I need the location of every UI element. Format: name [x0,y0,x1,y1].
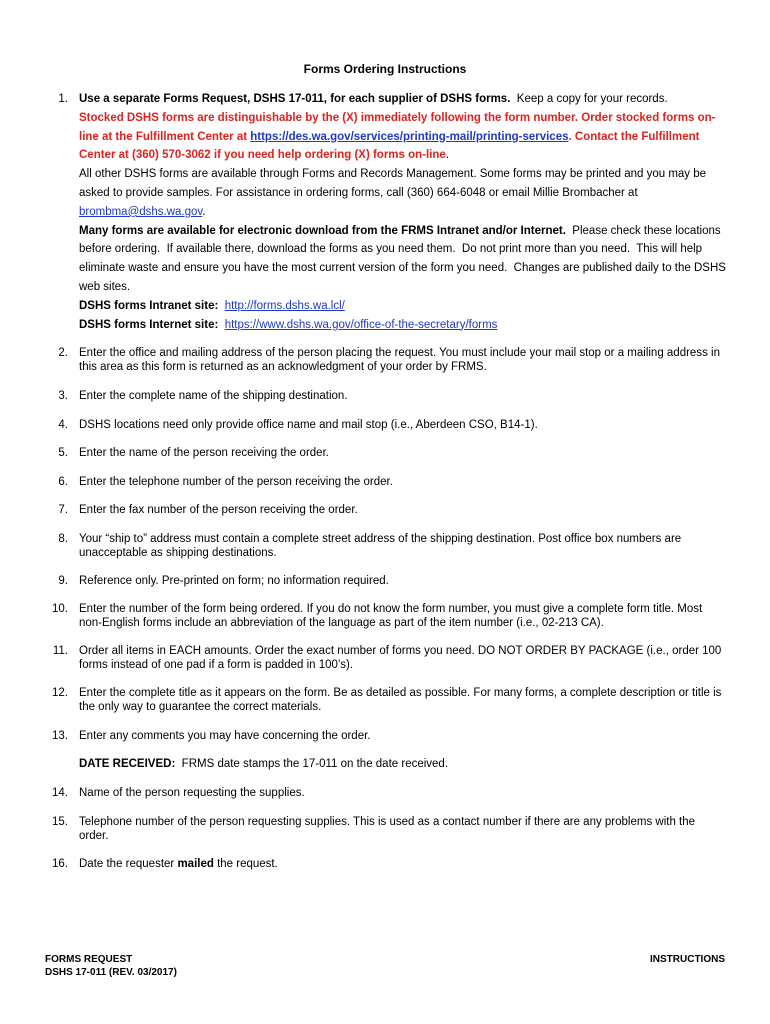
item-number: 11. [52,645,68,657]
date-received-text: FRMS date stamps the 17-011 on the date received. [175,758,449,770]
item-number: 15. [52,816,68,828]
item-text: Order all items in EACH amounts. Order the exact number of forms you need. DO NOT ORDER BY PACKAGE (i.e., order 100 forms instead of one pad if a form is padded in 100’s). [79,645,722,671]
item-text: Enter the complete title as it appears on the form. Be as detailed as possible. For many forms, a complete description or title is the only way to guarantee the correct materials. [79,687,722,713]
item-number: 16. [52,858,68,870]
item-text: Date the requester [79,858,178,870]
item-text-bold: mailed [177,858,214,870]
item-text: Your “ship to” address must contain a complete street address of the shipping destination. Post office box numbers are unacceptable as shipping destinations. [79,533,682,559]
item-text: Enter any comments you may have concerning the order. [79,730,371,742]
item-number: 7. [58,504,68,516]
footer-form-name: FORMS REQUEST [45,954,133,965]
punctuation: . [445,149,450,162]
item-text: Name of the person requesting the supplies. [79,787,305,799]
item-text: Enter the office and mailing address of the person placing the request. You must include your mail stop or a mailing address in this area as this form is returned as an acknowledgment of your order by FRMS. [79,347,720,373]
electronic-download-heading: Many forms are available for electronic download from the FRMS Intranet and/or Internet. [79,224,566,237]
item-number: 10. [52,603,68,615]
item-text: DSHS locations need only provide office name and mail stop (i.e., Aberdeen CSO, B14-1). [79,419,538,431]
footer-section-label: INSTRUCTIONS [650,954,725,965]
item1-bold-intro: Use a separate Forms Request, DSHS 17-011, for each supplier of DSHS forms. [79,93,511,105]
item-body [79,90,730,334]
item-text: Reference only. Pre-printed on form; no information required. [79,575,389,587]
item-number: 6. [58,476,68,488]
item-text: Enter the name of the person receiving the order. [79,447,329,459]
item-text: Enter the telephone number of the person receiving the order. [79,476,393,488]
item-text: Enter the fax number of the person receiving the order. [79,504,358,516]
item-number: 5. [58,447,68,459]
fulfillment-contact: . Contact the Fulfillment Center at (360) 570-3062 if you need help ordering (X) forms on-line [79,130,700,162]
email-link[interactable]: brombma@dshs.wa.gov [79,205,203,218]
electronic-download-text: Please check these locations before ordering. If available there, download the forms as you need them. Do not print more than you need. This will help eliminate waste and ensure you have the most current version of the form you need. Changes are published daily to the DSHS web sites. [79,224,730,293]
item-number: 2. [58,347,68,359]
footer-form-id [45,953,177,979]
item-number: 12. [52,687,68,699]
footer-form-revision: DSHS 17-011 (REV. 03/2017) [45,967,177,978]
date-received-label: DATE RECEIVED: [79,758,176,770]
internet-link[interactable]: https://www.dshs.wa.gov/office-of-the-secretary/forms [224,318,498,331]
item-number: 13. [52,730,68,742]
item-number: 4. [58,419,68,431]
punctuation: . [202,205,206,218]
intranet-label: DSHS forms Intranet site: [79,299,219,312]
item-body [79,757,727,771]
item-number: 9. [58,575,68,587]
fulfillment-center-link[interactable]: https://des.wa.gov/services/printing-mail/printing-services [250,130,569,143]
item-body [79,857,727,871]
item-text: the request. [213,858,278,870]
item-text: Telephone number of the person requesting supplies. This is used as a contact number if there are any problems with the order. [79,816,696,842]
item1-intro-tail: Keep a copy for your records. [510,93,668,105]
item-text: Enter the number of the form being ordered. If you do not know the form number, you must give a complete form title. Most non-English forms include an abbreviation of the language as part of the item number (i.e., 02-213 CA). [79,603,703,629]
internet-label: DSHS forms Internet site: [79,318,219,331]
other-forms-text: All other DSHS forms are available through Forms and Records Management. Some forms may be printed and you may be asked to provide samples. For assistance in ordering forms, call (360) 664-6048 or email Millie Brombacher at [79,168,707,199]
item-number: 14. [52,787,68,799]
page-title: Forms Ordering Instructions [303,62,467,76]
stocked-forms-notice: Stocked DSHS forms are distinguishable by the (X) immediately following the form number. Order stocked forms on-line at the Fulfillment Center at [79,111,716,143]
item-number: 8. [58,533,68,545]
item-text: Enter the complete name of the shipping destination. [79,390,348,402]
item-number: 3. [58,390,68,402]
item-number: 1. [58,93,68,105]
intranet-link[interactable]: http://forms.dshs.wa.lcl/ [224,299,345,312]
